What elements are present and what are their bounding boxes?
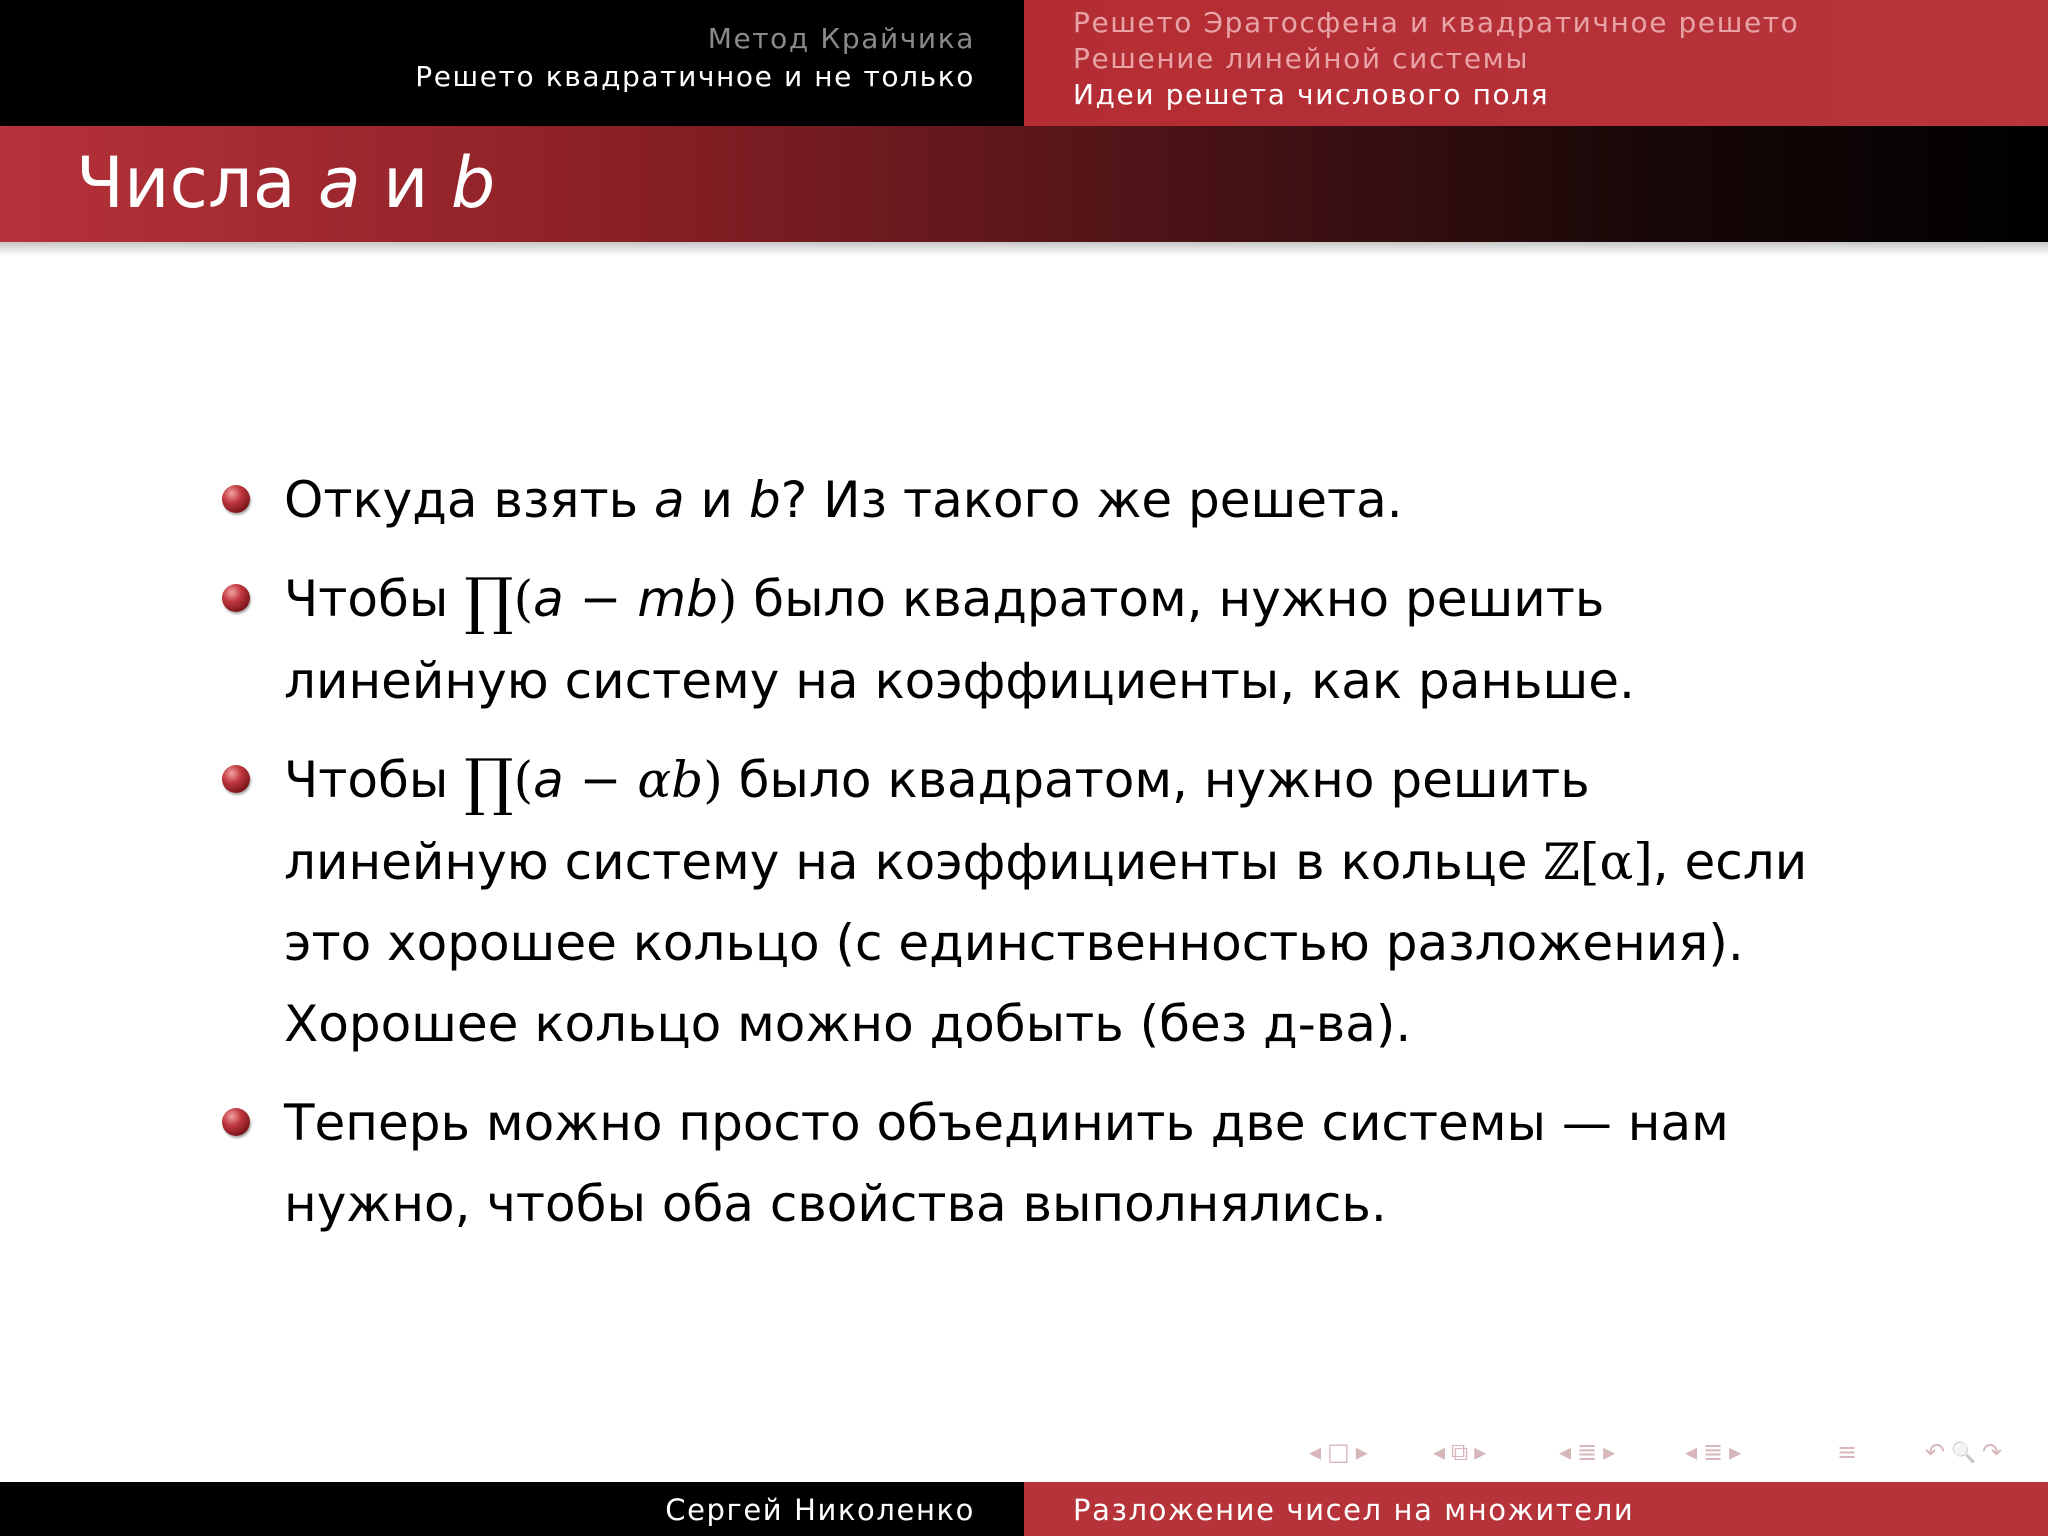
- nav-frame-group: [1306, 1434, 1371, 1470]
- frame-title: [76, 142, 495, 224]
- math-var-b: b: [748, 471, 781, 529]
- math-var-a: a: [654, 471, 685, 529]
- nav-document-icon[interactable]: ≣: [1703, 1438, 1724, 1466]
- nav-back-icon[interactable]: ↶: [1925, 1438, 1946, 1466]
- text-run: линейную систему на коэффициенты, как раньше.: [284, 652, 1635, 710]
- frame-title-var-b: b: [450, 142, 496, 224]
- nav-menu-icon[interactable]: ≡: [1837, 1438, 1858, 1466]
- bullet-icon: [222, 584, 250, 612]
- text-run: , если: [1652, 833, 1808, 891]
- text-run: ? Из такого же решета.: [780, 471, 1403, 529]
- math-ring: ℤ[α]: [1543, 833, 1653, 891]
- math-var-a: a: [533, 570, 564, 628]
- nav-forward-icon[interactable]: ↷: [1982, 1438, 2003, 1466]
- text-run: Хорошее кольцо можно добыть (без д-ва).: [284, 995, 1412, 1053]
- text-run: это хорошее кольцо (с единственностью разложения).: [284, 914, 1744, 972]
- footer-author: Сергей Николенко: [665, 1493, 975, 1527]
- header-nav-item-eratosthenes[interactable]: Решето Эратосфена и квадратичное решето: [1073, 6, 1800, 39]
- math-var-alpha-b: αb: [637, 751, 704, 809]
- nav-prev-document-icon[interactable]: ◂: [1685, 1438, 1698, 1466]
- header-left-panel: [0, 0, 1024, 126]
- frame-title-prefix: Числа: [76, 142, 296, 224]
- math-var-mb: mb: [637, 570, 718, 628]
- nav-search-icon[interactable]: 🔍: [1951, 1440, 1977, 1464]
- nav-next-subsection-icon[interactable]: ▸: [1474, 1438, 1487, 1466]
- product-symbol: ∏: [464, 564, 514, 637]
- nav-next-frame-icon[interactable]: ▸: [1355, 1438, 1368, 1466]
- text-run: и: [684, 471, 749, 529]
- nav-next-document-icon[interactable]: ▸: [1729, 1438, 1742, 1466]
- math-var-a: a: [533, 751, 564, 809]
- header-subsection-link[interactable]: Решето квадратичное и не только: [415, 60, 975, 93]
- nav-subsection-group: [1430, 1434, 1489, 1470]
- nav-subsection-icon[interactable]: ⧉: [1451, 1438, 1469, 1466]
- list-item: [222, 559, 1862, 722]
- header-right-panel: [1024, 0, 2048, 126]
- math-paren: (: [513, 751, 534, 809]
- frame-title-var-a: a: [317, 142, 361, 224]
- text-run: Чтобы: [284, 751, 465, 809]
- list-item: [222, 1083, 1862, 1245]
- nav-section-icon[interactable]: ≣: [1577, 1438, 1598, 1466]
- math-minus: −: [563, 570, 638, 628]
- text-run: нужно, чтобы оба свойства выполнялись.: [284, 1175, 1387, 1233]
- header-nav-item-linear-system[interactable]: Решение линейной системы: [1073, 42, 1530, 75]
- text-run: было квадратом, нужно решить: [722, 751, 1590, 809]
- text-run: линейную систему на коэффициенты в кольце: [284, 833, 1544, 891]
- math-paren: ): [717, 570, 738, 628]
- text-run: было квадратом, нужно решить: [737, 570, 1605, 628]
- product-symbol: ∏: [464, 745, 514, 818]
- bullet-icon: [222, 1108, 250, 1136]
- math-minus: −: [563, 751, 638, 809]
- footer-talk-title: Разложение чисел на множители: [1073, 1493, 1635, 1527]
- nav-search-group: [1922, 1434, 2005, 1470]
- bullet-icon: [222, 485, 250, 513]
- text-run: Чтобы: [284, 570, 465, 628]
- header-nav-item-number-field[interactable]: Идеи решета числового поля: [1073, 78, 1550, 111]
- list-item: [222, 460, 1862, 541]
- nav-prev-section-icon[interactable]: ◂: [1559, 1438, 1572, 1466]
- nav-next-section-icon[interactable]: ▸: [1603, 1438, 1616, 1466]
- nav-document-group: [1682, 1434, 1744, 1470]
- header-section-link[interactable]: Метод Крайчика: [707, 22, 975, 55]
- nav-frame-icon[interactable]: □: [1327, 1438, 1350, 1466]
- nav-section-group: [1556, 1434, 1618, 1470]
- frame-title-shadow: [0, 242, 2048, 256]
- frame-title-and: и: [383, 142, 429, 224]
- bullet-icon: [222, 765, 250, 793]
- text-run: Откуда взять: [284, 471, 654, 529]
- math-paren: (: [513, 570, 534, 628]
- math-paren: ): [703, 751, 723, 809]
- footer-right-panel: [1024, 1482, 2048, 1536]
- text-run: Теперь можно просто объединить две системы — нам: [284, 1094, 1729, 1152]
- slide-content: [222, 460, 1862, 1263]
- list-item: [222, 740, 1862, 1065]
- nav-menu-group: [1834, 1434, 1860, 1470]
- footer-left-panel: [0, 1482, 1024, 1536]
- nav-prev-subsection-icon[interactable]: ◂: [1433, 1438, 1446, 1466]
- nav-prev-frame-icon[interactable]: ◂: [1309, 1438, 1322, 1466]
